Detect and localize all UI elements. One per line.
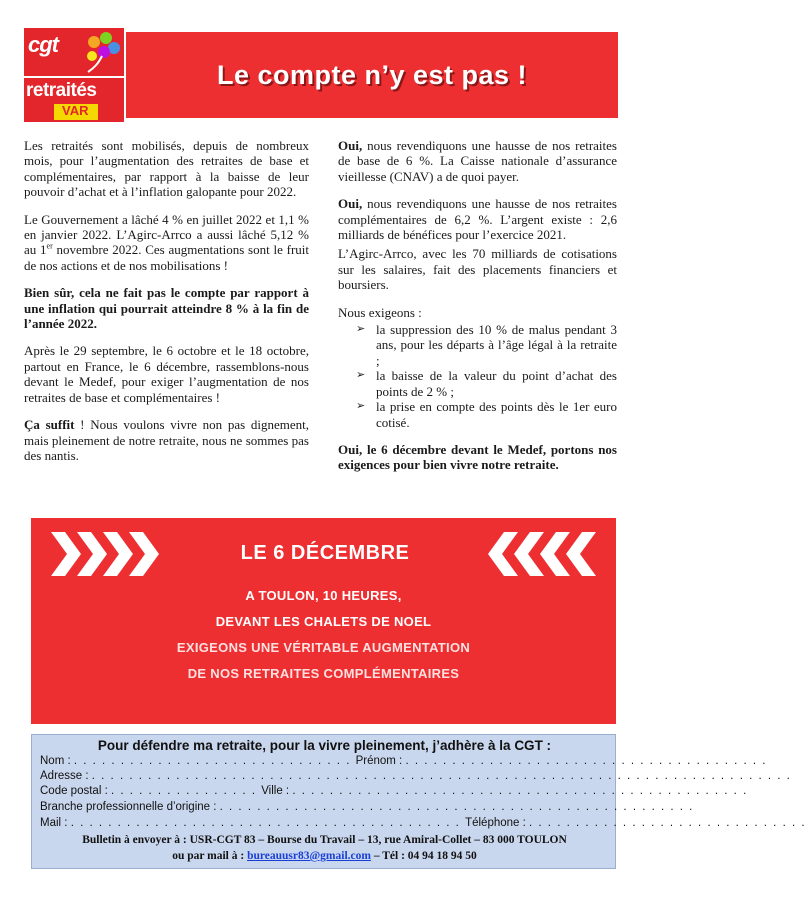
firstname-label: Prénom : bbox=[355, 755, 403, 767]
date-box bbox=[205, 536, 445, 570]
government-sup: er bbox=[46, 242, 53, 252]
city-label: Ville : bbox=[261, 785, 290, 797]
address-row[interactable] bbox=[40, 770, 792, 782]
email-link[interactable]: bureauusr83@gmail.com bbox=[247, 850, 371, 862]
event-place: DEVANT LES CHALETS DE NOEL bbox=[215, 614, 432, 629]
complementary-text: nous revendiquons une hausse de nos retraites complémentaires de 6,2 %. L’argent existe : 2,6 milliards de bénéfices pour l’exercice 2021. bbox=[338, 196, 617, 243]
closing-paragraph: Oui, le 6 décembre devant le Medef, portons nos exigences pour bien vivre notre retraite. bbox=[338, 441, 617, 473]
government-text-b: novembre 2022. Ces augmentations sont le fruit de nos actions et de nos mobilisations ! bbox=[24, 242, 309, 273]
membership-form bbox=[31, 734, 806, 869]
suffit-text: ! Nous voulons vivre non pas dignement, mais pleinement de notre retraite, nous ne sommes pas des nantis. bbox=[24, 417, 309, 463]
demands-intro: Nous exigeons : bbox=[338, 304, 422, 320]
form-title: Pour défendre ma retraite, pour la vivre pleinement, j’adhère à la CGT : bbox=[97, 738, 552, 753]
arrow-bullet-icon: ➢ bbox=[356, 400, 366, 413]
send-email-line bbox=[32, 850, 617, 862]
address-field[interactable]: . . . . . . . . . . . . . . . . . . . . . . . . . . . . . . . . . . . . . . . . . . . . . . . . . . . . . . . . . . . . . . . . . . . . . . . . . . . bbox=[91, 770, 792, 782]
demand-item bbox=[338, 368, 617, 399]
suffit-bold: Ça suffit bbox=[24, 417, 75, 433]
event-location: A TOULON, 10 HEURES, bbox=[245, 588, 402, 603]
firstname-field[interactable]: . . . . . . . . . . . . . . . . . . . . . . . . . . . . . . . . . . . . . . . bbox=[405, 755, 767, 767]
arrow-bullet-icon: ➢ bbox=[356, 323, 366, 336]
government-paragraph bbox=[24, 212, 309, 274]
chevrons-left-icon bbox=[488, 532, 596, 576]
event-demand-2: DE NOS RETRAITES COMPLÉMENTAIRES bbox=[187, 666, 460, 681]
address-label: Adresse : bbox=[40, 770, 89, 782]
base-pension-paragraph bbox=[338, 138, 617, 184]
phone-label: Téléphone : bbox=[465, 817, 526, 829]
oui-bold-2: Oui, bbox=[338, 196, 363, 212]
complementary-paragraph bbox=[338, 196, 617, 242]
postal-label: Code postal : bbox=[40, 785, 108, 797]
send-address: Bulletin à envoyer à : USR-CGT 83 – Bourse du Travail – 13, rue Amiral-Collet – 83 000 TOULON bbox=[82, 834, 567, 846]
agirc-arrco-paragraph: L’Agirc-Arrco, avec les 70 milliards de cotisations sur les salaires, fait des placements financiers et boursiers. bbox=[338, 246, 617, 293]
intro-paragraph: Les retraités sont mobilisés, depuis de nombreux mois, pour l’augmentation des retraites de base et complémentaires, par rapport à la baisse de leur pouvoir d’achat et à l’inflation galopante pour 2022. bbox=[24, 138, 309, 200]
mail-field[interactable]: . . . . . . . . . . . . . . . . . . . . . . . . . . . . . . . . . . . . . . . . . . bbox=[70, 817, 466, 829]
demand-text: la baisse de la valeur du point d’achat des points de 2 % ; bbox=[376, 368, 617, 399]
event-banner bbox=[31, 518, 616, 724]
suffit-paragraph bbox=[24, 417, 309, 463]
branch-label: Branche professionnelle d’origine : bbox=[40, 801, 217, 813]
oui-bold-1: Oui, bbox=[338, 138, 363, 153]
demand-text: la prise en compte des points dès le 1er euro cotisé. bbox=[376, 399, 617, 430]
postal-field[interactable]: . . . . . . . . . . . . . . . . bbox=[110, 785, 262, 797]
name-label: Nom : bbox=[40, 755, 71, 767]
send-phone: – Tél : 04 94 18 94 50 bbox=[370, 850, 477, 862]
demand-item bbox=[338, 322, 617, 368]
chevrons-right-icon bbox=[51, 532, 159, 576]
mail-row[interactable] bbox=[40, 817, 806, 829]
demand-text: la suppression des 10 % de malus pendant 3 ans, pour les départs à l’âge légal à la retraite ; bbox=[376, 322, 617, 368]
flower-icon bbox=[80, 30, 124, 74]
send-prefix: ou par mail à : bbox=[172, 850, 248, 862]
event-date: LE 6 DÉCEMBRE bbox=[240, 541, 410, 564]
branch-row[interactable] bbox=[40, 801, 694, 813]
arrow-bullet-icon: ➢ bbox=[356, 369, 366, 382]
title-bar bbox=[126, 32, 618, 118]
event-demand-1: EXIGEONS UNE VÉRITABLE AUGMENTATION bbox=[176, 640, 471, 655]
cgt-retraites-var-logo bbox=[24, 28, 124, 122]
page-title: Le compte n’y est pas ! bbox=[216, 59, 528, 90]
demand-item bbox=[338, 399, 617, 430]
inflation-paragraph: Bien sûr, cela ne fait pas le compte par rapport à une inflation qui pourrait atteindre 8 % à la fin de l’année 2022. bbox=[24, 285, 309, 332]
right-column bbox=[338, 138, 617, 485]
government-text-a: Le Gouvernement a lâché 4 % en juillet 2022 et 1,1 % en janvier 2022. L’Agirc-Arrco a aussi lâché 5,12 % au 1 bbox=[24, 211, 309, 258]
mobilisation-paragraph: Après le 29 septembre, le 6 octobre et le 18 octobre, partout en France, le 6 décembre, rassemblons-nous devant le Medef, pour exiger l’augmentation de nos retraites de base et complémentaires ! bbox=[24, 343, 309, 405]
logo-region: VAR bbox=[62, 103, 89, 118]
branch-field[interactable]: . . . . . . . . . . . . . . . . . . . . . . . . . . . . . . . . . . . . . . . . . . . . . . . . . . . bbox=[219, 801, 694, 813]
mail-label: Mail : bbox=[40, 817, 68, 829]
postal-row[interactable] bbox=[40, 785, 748, 797]
logo-brand: cgt bbox=[28, 32, 58, 57]
city-field[interactable]: . . . . . . . . . . . . . . . . . . . . . . . . . . . . . . . . . . . . . . . . . . . . . . . . . bbox=[292, 785, 748, 797]
name-row[interactable] bbox=[40, 755, 767, 767]
demands-list bbox=[338, 322, 617, 430]
phone-field[interactable]: . . . . . . . . . . . . . . . . . . . . . . . . . . . . . . bbox=[529, 817, 806, 829]
base-pension-text: nous revendiquons une hausse de nos retraites de base de 6 %. La Caisse nationale d’assurance vieillesse (CNAV) a de quoi payer. bbox=[338, 138, 617, 184]
name-field[interactable]: . . . . . . . . . . . . . . . . . . . . . . . . . . . . . . bbox=[73, 755, 356, 767]
logo-subtitle: retraités bbox=[26, 80, 97, 101]
left-column bbox=[24, 138, 309, 475]
